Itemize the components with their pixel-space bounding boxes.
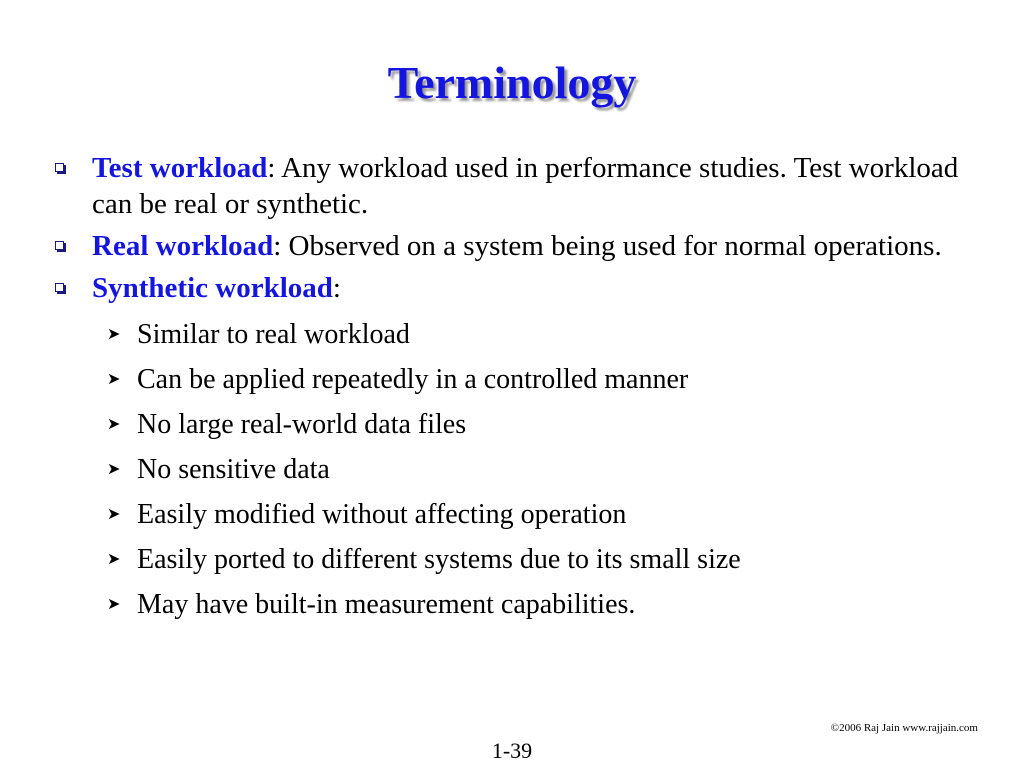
slide-content (52, 150, 972, 627)
term-synthetic-workload: Synthetic workload (92, 272, 333, 304)
bullet-synthetic-workload (52, 270, 972, 306)
synthetic-workload-properties (52, 312, 972, 627)
bullet-real-workload (52, 228, 972, 264)
sub-bullet (52, 357, 972, 402)
sub-bullet-text: No large real-world data files (137, 409, 467, 440)
arrowhead-bullet-icon: ➤ (107, 371, 121, 388)
page-number: 1-39 (491, 738, 533, 763)
square-bullet-icon (55, 241, 64, 250)
square-bullet-icon (55, 163, 64, 172)
sub-bullet (52, 402, 972, 447)
arrowhead-bullet-icon: ➤ (107, 551, 121, 568)
sub-bullet-text: Similar to real workload (137, 319, 410, 350)
arrowhead-bullet-icon: ➤ (107, 326, 121, 343)
square-bullet-icon (55, 283, 64, 292)
sub-bullet (52, 537, 972, 582)
sub-bullet-text: May have built-in measurement capabilities. (137, 589, 636, 620)
sub-bullet (52, 582, 972, 627)
arrowhead-bullet-icon: ➤ (107, 461, 121, 478)
bullet-test-workload (52, 150, 972, 222)
term-test-workload: Test workload (92, 152, 268, 184)
sub-bullet (52, 492, 972, 537)
definition-real-workload: : Observed on a system being used for normal operations. (273, 230, 942, 262)
slide-title: Terminology (387, 57, 637, 108)
arrowhead-bullet-icon: ➤ (107, 506, 121, 523)
term-real-workload: Real workload (92, 230, 274, 262)
sub-bullet (52, 312, 972, 357)
copyright-notice: ©2006 Raj Jain www.rajjain.com (830, 722, 978, 734)
sub-bullet-text: Easily modified without affecting operation (137, 499, 627, 530)
arrowhead-bullet-icon: ➤ (107, 416, 121, 433)
definition-test-workload: : Any workload used in performance studies. Test workload can be real or synthetic. (92, 152, 959, 220)
sub-bullet-text: Can be applied repeatedly in a controlled manner (137, 364, 689, 395)
sub-bullet-text: No sensitive data (137, 454, 330, 485)
sub-bullet-text: Easily ported to different systems due to its small size (137, 544, 741, 575)
arrowhead-bullet-icon: ➤ (107, 596, 121, 613)
sub-bullet (52, 447, 972, 492)
definition-synthetic-workload: : (332, 272, 341, 304)
